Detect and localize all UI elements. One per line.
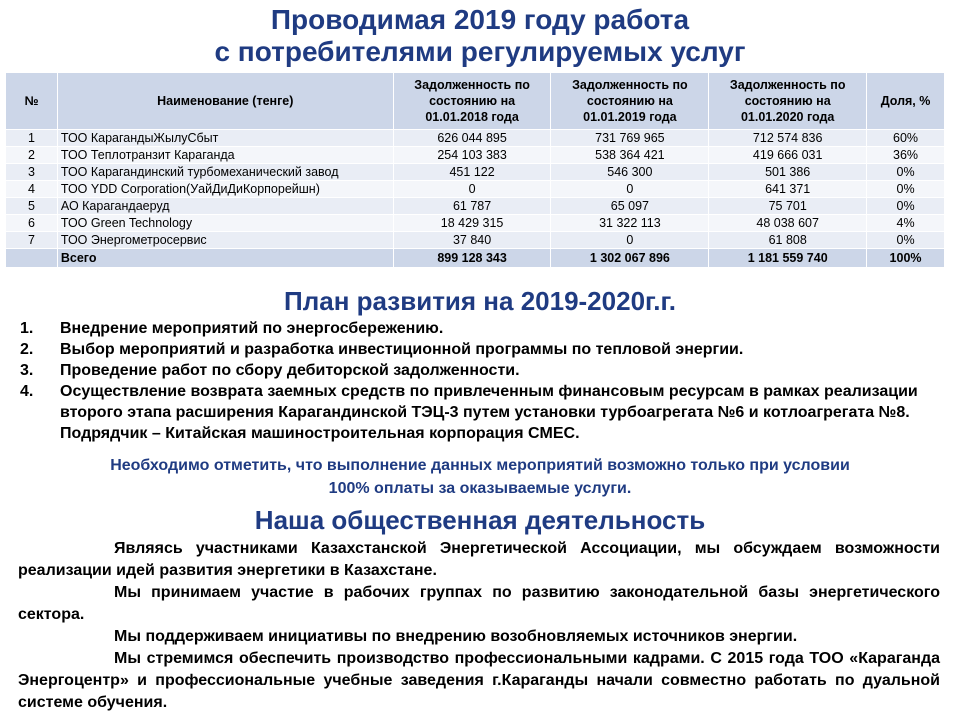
plan-note-line2: 100% оплаты за оказываемые услуги.: [328, 480, 632, 497]
table-row: [6, 181, 945, 198]
cell-number: 3: [6, 164, 58, 181]
cell-number: 6: [6, 215, 58, 232]
plan-item: [20, 381, 920, 444]
cell-debt-2020: 1 181 559 740: [709, 249, 867, 268]
cell-share: 0%: [867, 232, 945, 249]
cell-debt-2019: 0: [551, 232, 709, 249]
table-row: [6, 164, 945, 181]
cell-share: 36%: [867, 147, 945, 164]
cell-number: [6, 249, 58, 268]
page-title-line2: с потребителями регулируемых услуг: [214, 36, 746, 67]
cell-debt-2019: 65 097: [551, 198, 709, 215]
cell-debt-2018: 451 122: [393, 164, 551, 181]
social-paragraph: Мы стремимся обеспечить производство профессиональными кадрами. С 2015 года ТОО «Караганда Энергоцентр» и профессиональные учебные заведения г.Караганды начали совместно работать по дуальной системе обучения.: [18, 650, 940, 711]
cell-number: 5: [6, 198, 58, 215]
plan-note: [0, 454, 960, 500]
table-row: [6, 215, 945, 232]
cell-debt-2020: 48 038 607: [709, 215, 867, 232]
cell-debt-2019: 546 300: [551, 164, 709, 181]
cell-debt-2020: 61 808: [709, 232, 867, 249]
plan-item: [20, 339, 920, 360]
page-title: [0, 4, 960, 68]
cell-debt-2020: 75 701: [709, 198, 867, 215]
header-name: Наименование (тенге): [57, 73, 393, 130]
social-section: [18, 538, 940, 714]
cell-number: 4: [6, 181, 58, 198]
plan-item-number: 1.: [20, 320, 34, 337]
header-share: Доля, %: [867, 73, 945, 130]
cell-share: 100%: [867, 249, 945, 268]
cell-name: ТОО Green Technology: [57, 215, 393, 232]
cell-name: ТОО Теплотранзит Караганда: [57, 147, 393, 164]
cell-debt-2019: 0: [551, 181, 709, 198]
social-paragraph: Мы поддерживаем инициативы по внедрению возобновляемых источников энергии.: [114, 628, 798, 645]
table-row: [6, 130, 945, 147]
cell-debt-2019: 538 364 421: [551, 147, 709, 164]
cell-debt-2018: 626 044 895: [393, 130, 551, 147]
plan-item-number: 3.: [20, 362, 34, 379]
cell-debt-2020: 712 574 836: [709, 130, 867, 147]
cell-number: 7: [6, 232, 58, 249]
cell-debt-2018: 18 429 315: [393, 215, 551, 232]
header-debt-2018: Задолженность по состоянию на 01.01.2018 года: [393, 73, 551, 130]
cell-debt-2019: 31 322 113: [551, 215, 709, 232]
plan-item: [20, 318, 920, 339]
plan-item-text: Проведение работ по сбору дебиторской задолженности.: [60, 362, 520, 379]
cell-name: Всего: [57, 249, 393, 268]
social-paragraph: Являясь участниками Казахстанской Энергетической Ассоциации, мы обсуждаем возможности реализации идей развития энергетики в Казахстане.: [18, 540, 940, 579]
cell-debt-2019: 731 769 965: [551, 130, 709, 147]
cell-name: АО Карагандаеруд: [57, 198, 393, 215]
cell-debt-2018: 37 840: [393, 232, 551, 249]
page-title-line1: Проводимая 2019 году работа: [270, 4, 690, 35]
table-row: [6, 198, 945, 215]
plan-item-text: Осуществление возврата заемных средств по привлеченным финансовым ресурсам в рамках реализации второго этапа расширения Карагандинской ТЭЦ-3 путем установки турбоагрегата №6 и котлоагрегата №8. Подрядчик – Китайская машиностроительная корпорация CMEC.: [60, 383, 918, 442]
plan-item-text: Выбор мероприятий и разработка инвестиционной программы по тепловой энергии.: [60, 341, 744, 358]
debt-table: [5, 72, 945, 268]
cell-share: 0%: [867, 164, 945, 181]
header-debt-2019: Задолженность по состоянию на 01.01.2019 года: [551, 73, 709, 130]
table-header-row: [6, 73, 945, 130]
cell-share: 0%: [867, 198, 945, 215]
social-heading: Наша общественная деятельность: [254, 505, 706, 535]
cell-share: 4%: [867, 215, 945, 232]
cell-debt-2018: 254 103 383: [393, 147, 551, 164]
cell-debt-2020: 641 371: [709, 181, 867, 198]
cell-debt-2020: 501 386: [709, 164, 867, 181]
plan-item: [20, 360, 920, 381]
plan-note-line1: Необходимо отметить, что выполнение данных мероприятий возможно только при условии: [110, 457, 850, 474]
cell-name: ТОО Энергометросервис: [57, 232, 393, 249]
cell-share: 60%: [867, 130, 945, 147]
cell-share: 0%: [867, 181, 945, 198]
plan-item-number: 2.: [20, 341, 34, 358]
social-paragraph: Мы принимаем участие в рабочих группах по развитию законодательной базы энергетического сектора.: [18, 584, 940, 623]
cell-debt-2018: 61 787: [393, 198, 551, 215]
cell-debt-2019: 1 302 067 896: [551, 249, 709, 268]
plan-item-text: Внедрение мероприятий по энергосбережению.: [60, 320, 444, 337]
header-number: №: [6, 73, 58, 130]
plan-item-number: 4.: [20, 383, 34, 400]
plan-list: [20, 318, 920, 444]
plan-heading: План развития на 2019-2020г.г.: [284, 286, 676, 316]
cell-number: 1: [6, 130, 58, 147]
cell-name: ТОО Карагандинский турбомеханический завод: [57, 164, 393, 181]
header-debt-2020: Задолженность по состоянию на 01.01.2020 года: [709, 73, 867, 130]
cell-name: ТОО КарагандыЖылуСбыт: [57, 130, 393, 147]
cell-number: 2: [6, 147, 58, 164]
table-total-row: [6, 249, 945, 268]
cell-name: ТОО YDD Corporation(УайДиДиКорпорейшн): [57, 181, 393, 198]
table-row: [6, 232, 945, 249]
cell-debt-2020: 419 666 031: [709, 147, 867, 164]
cell-debt-2018: 0: [393, 181, 551, 198]
table-row: [6, 147, 945, 164]
cell-debt-2018: 899 128 343: [393, 249, 551, 268]
